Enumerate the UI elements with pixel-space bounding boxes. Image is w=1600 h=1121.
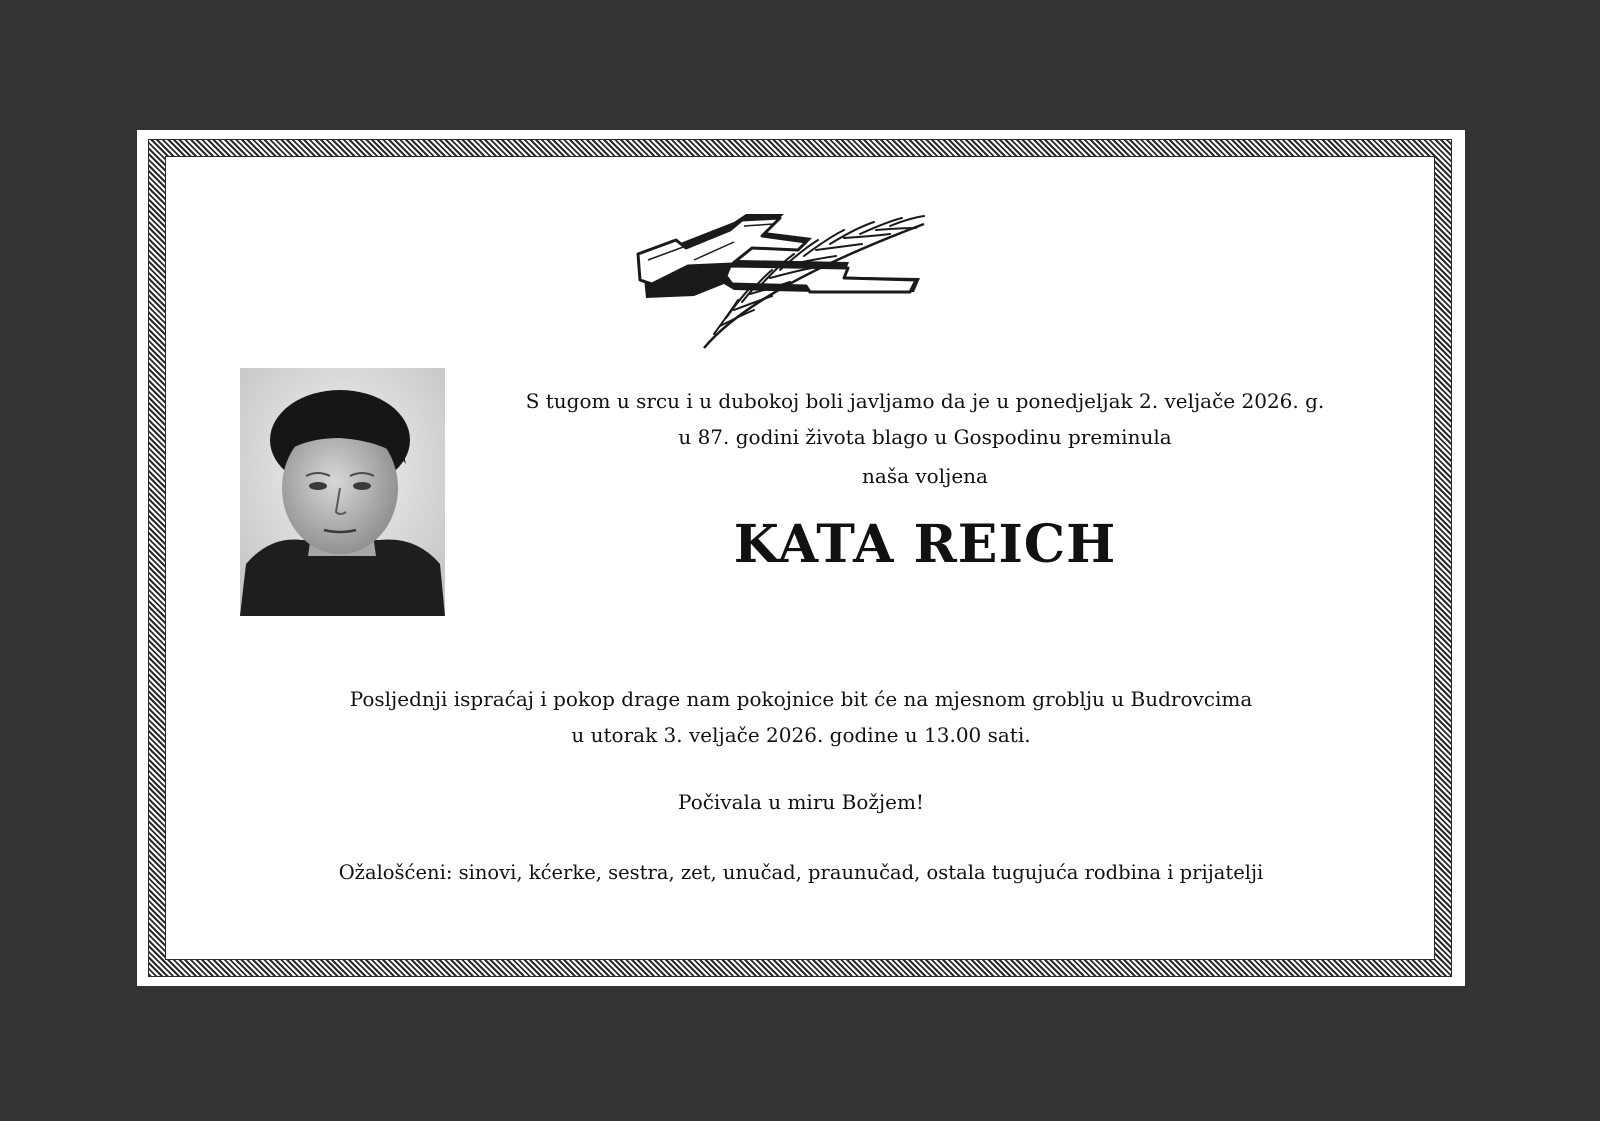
portrait-photo xyxy=(240,368,445,616)
funeral-info-line-1: Posljednji ispraćaj i pokop drage nam pokojnice bit će na mjesnom groblju u Budrovcima xyxy=(349,687,1253,711)
funeral-info-line-2: u utorak 3. veljače 2026. godine u 13.00 sati. xyxy=(571,723,1031,747)
obituary-notice xyxy=(137,130,1465,986)
deceased-name: KATA REICH xyxy=(733,514,1117,575)
announcement-line-1: S tugom u srcu i u dubokoj boli javljamo da je u ponedjeljak 2. veljače 2026. g. xyxy=(525,389,1325,413)
mourners-line: Ožalošćeni: sinovi, kćerke, sestra, zet, unučad, praunučad, ostala tugujuća rodbina i prijatelji xyxy=(338,861,1264,884)
announcement-line-3: naša voljena xyxy=(862,464,988,488)
rest-in-peace-line: Počivala u miru Božjem! xyxy=(678,790,924,814)
cross-with-palm-icon xyxy=(634,208,934,350)
announcement-line-2: u 87. godini života blago u Gospodinu preminula xyxy=(678,425,1172,449)
